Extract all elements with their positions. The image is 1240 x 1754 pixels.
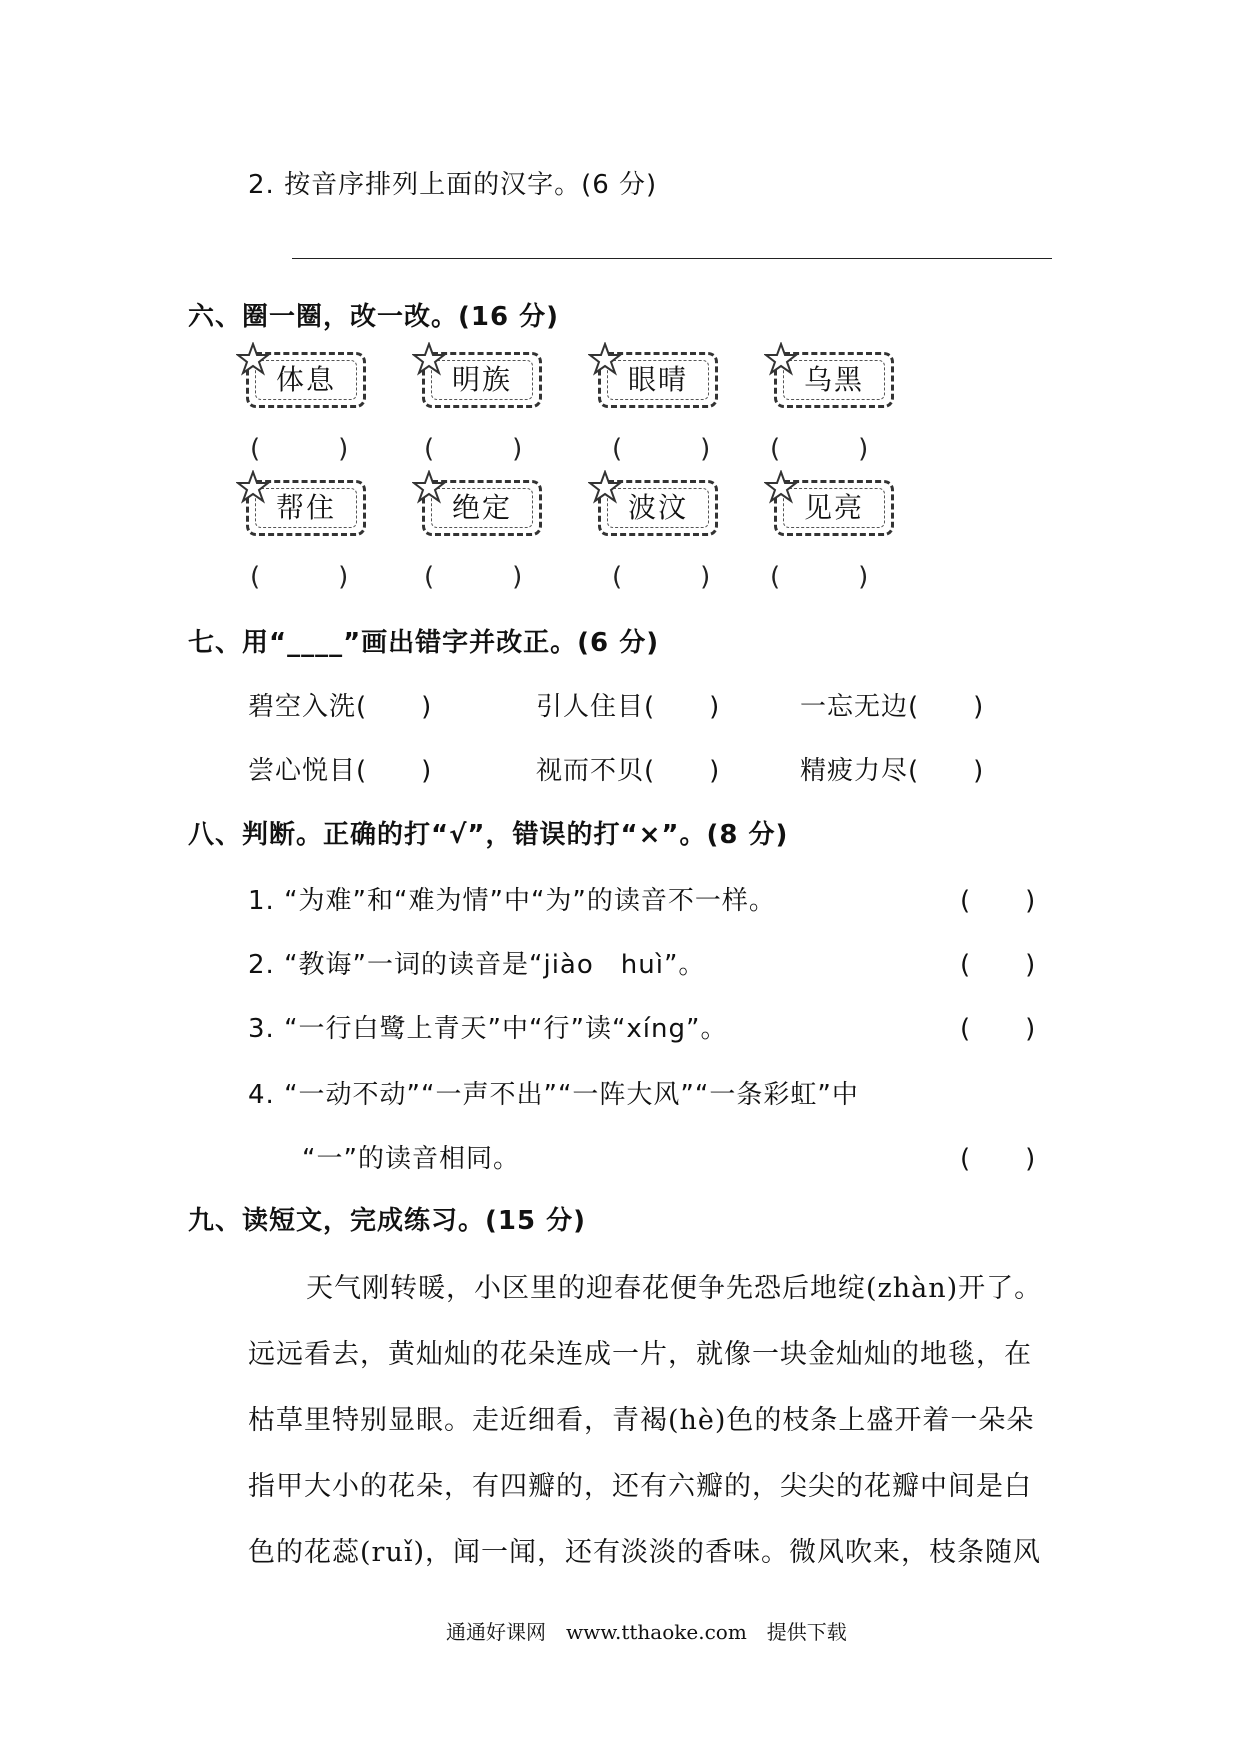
word-box: 见亮 [774,480,894,536]
question-5-2: 2. 按音序排列上面的汉字。(6 分) [248,170,658,200]
idiom-item: 引人住目( ) [536,692,721,722]
star-icon [764,342,798,376]
answer-paren[interactable]: ( ) [770,434,869,464]
section-9-title: 九、读短文，完成练习。(15 分) [188,1206,586,1236]
word-box: 乌黑 [774,352,894,408]
star-icon [236,470,270,504]
star-icon [588,342,622,376]
answer-line [292,258,1052,259]
answer-paren[interactable]: ( ) [424,434,523,464]
answer-paren[interactable]: ( ) [960,1144,1037,1174]
word-box: 体息 [246,352,366,408]
judgement-item: 1. “为难”和“难为情”中“为”的读音不一样。 [248,886,776,916]
idiom-item: 一忘无边( ) [800,692,985,722]
answer-paren[interactable]: ( ) [612,434,711,464]
star-icon [412,342,446,376]
section-8-title: 八、判断。正确的打“√”，错误的打“×”。(8 分) [188,820,789,850]
star-icon [764,470,798,504]
passage-line: 指甲大小的花朵，有四瓣的，还有六瓣的，尖尖的花瓣中间是白 [248,1471,1032,1502]
passage-line: 远远看去，黄灿灿的花朵连成一片，就像一块金灿灿的地毯，在 [248,1339,1032,1370]
word-box: 眼晴 [598,352,718,408]
passage-line: 色的花蕊(ruǐ)，闻一闻，还有淡淡的香味。微风吹来，枝条随风 [248,1537,1041,1568]
idiom-item: 碧空入洗( ) [248,692,433,722]
passage-line: 天气刚转暖，小区里的迎春花便争先恐后地绽(zhàn)开了。 [306,1273,1043,1304]
star-icon [236,342,270,376]
word-box: 明族 [422,352,542,408]
judgement-item: 3. “一行白鹭上青天”中“行”读“xíng”。 [248,1014,728,1044]
answer-paren[interactable]: ( ) [612,562,711,592]
answer-paren[interactable]: ( ) [770,562,869,592]
answer-paren[interactable]: ( ) [424,562,523,592]
section-6-title: 六、圈一圈，改一改。(16 分) [188,302,559,332]
judgement-item: 4. “一动不动”“一声不出”“一阵大风”“一条彩虹”中 [248,1080,859,1110]
footer-credit: 通通好课网 www.tthaoke.com 提供下载 [446,1620,847,1644]
word-box: 绝定 [422,480,542,536]
word-box: 帮住 [246,480,366,536]
idiom-item: 精疲力尽( ) [800,756,985,786]
answer-paren[interactable]: ( ) [960,886,1037,916]
section-7-title: 七、用“____”画出错字并改正。(6 分) [188,628,660,658]
idiom-item: 尝心悦目( ) [248,756,433,786]
judgement-item: 2. “教诲”一词的读音是“jiào huì”。 [248,950,706,980]
word-box: 波汶 [598,480,718,536]
star-icon [588,470,622,504]
passage-line: 枯草里特别显眼。走近细看，青褐(hè)色的枝条上盛开着一朵朵 [248,1405,1035,1436]
answer-paren[interactable]: ( ) [250,434,349,464]
answer-paren[interactable]: ( ) [960,950,1037,980]
star-icon [412,470,446,504]
idiom-item: 视而不贝( ) [536,756,721,786]
answer-paren[interactable]: ( ) [960,1014,1037,1044]
judgement-item-cont: “一”的读音相同。 [302,1144,520,1174]
answer-paren[interactable]: ( ) [250,562,349,592]
